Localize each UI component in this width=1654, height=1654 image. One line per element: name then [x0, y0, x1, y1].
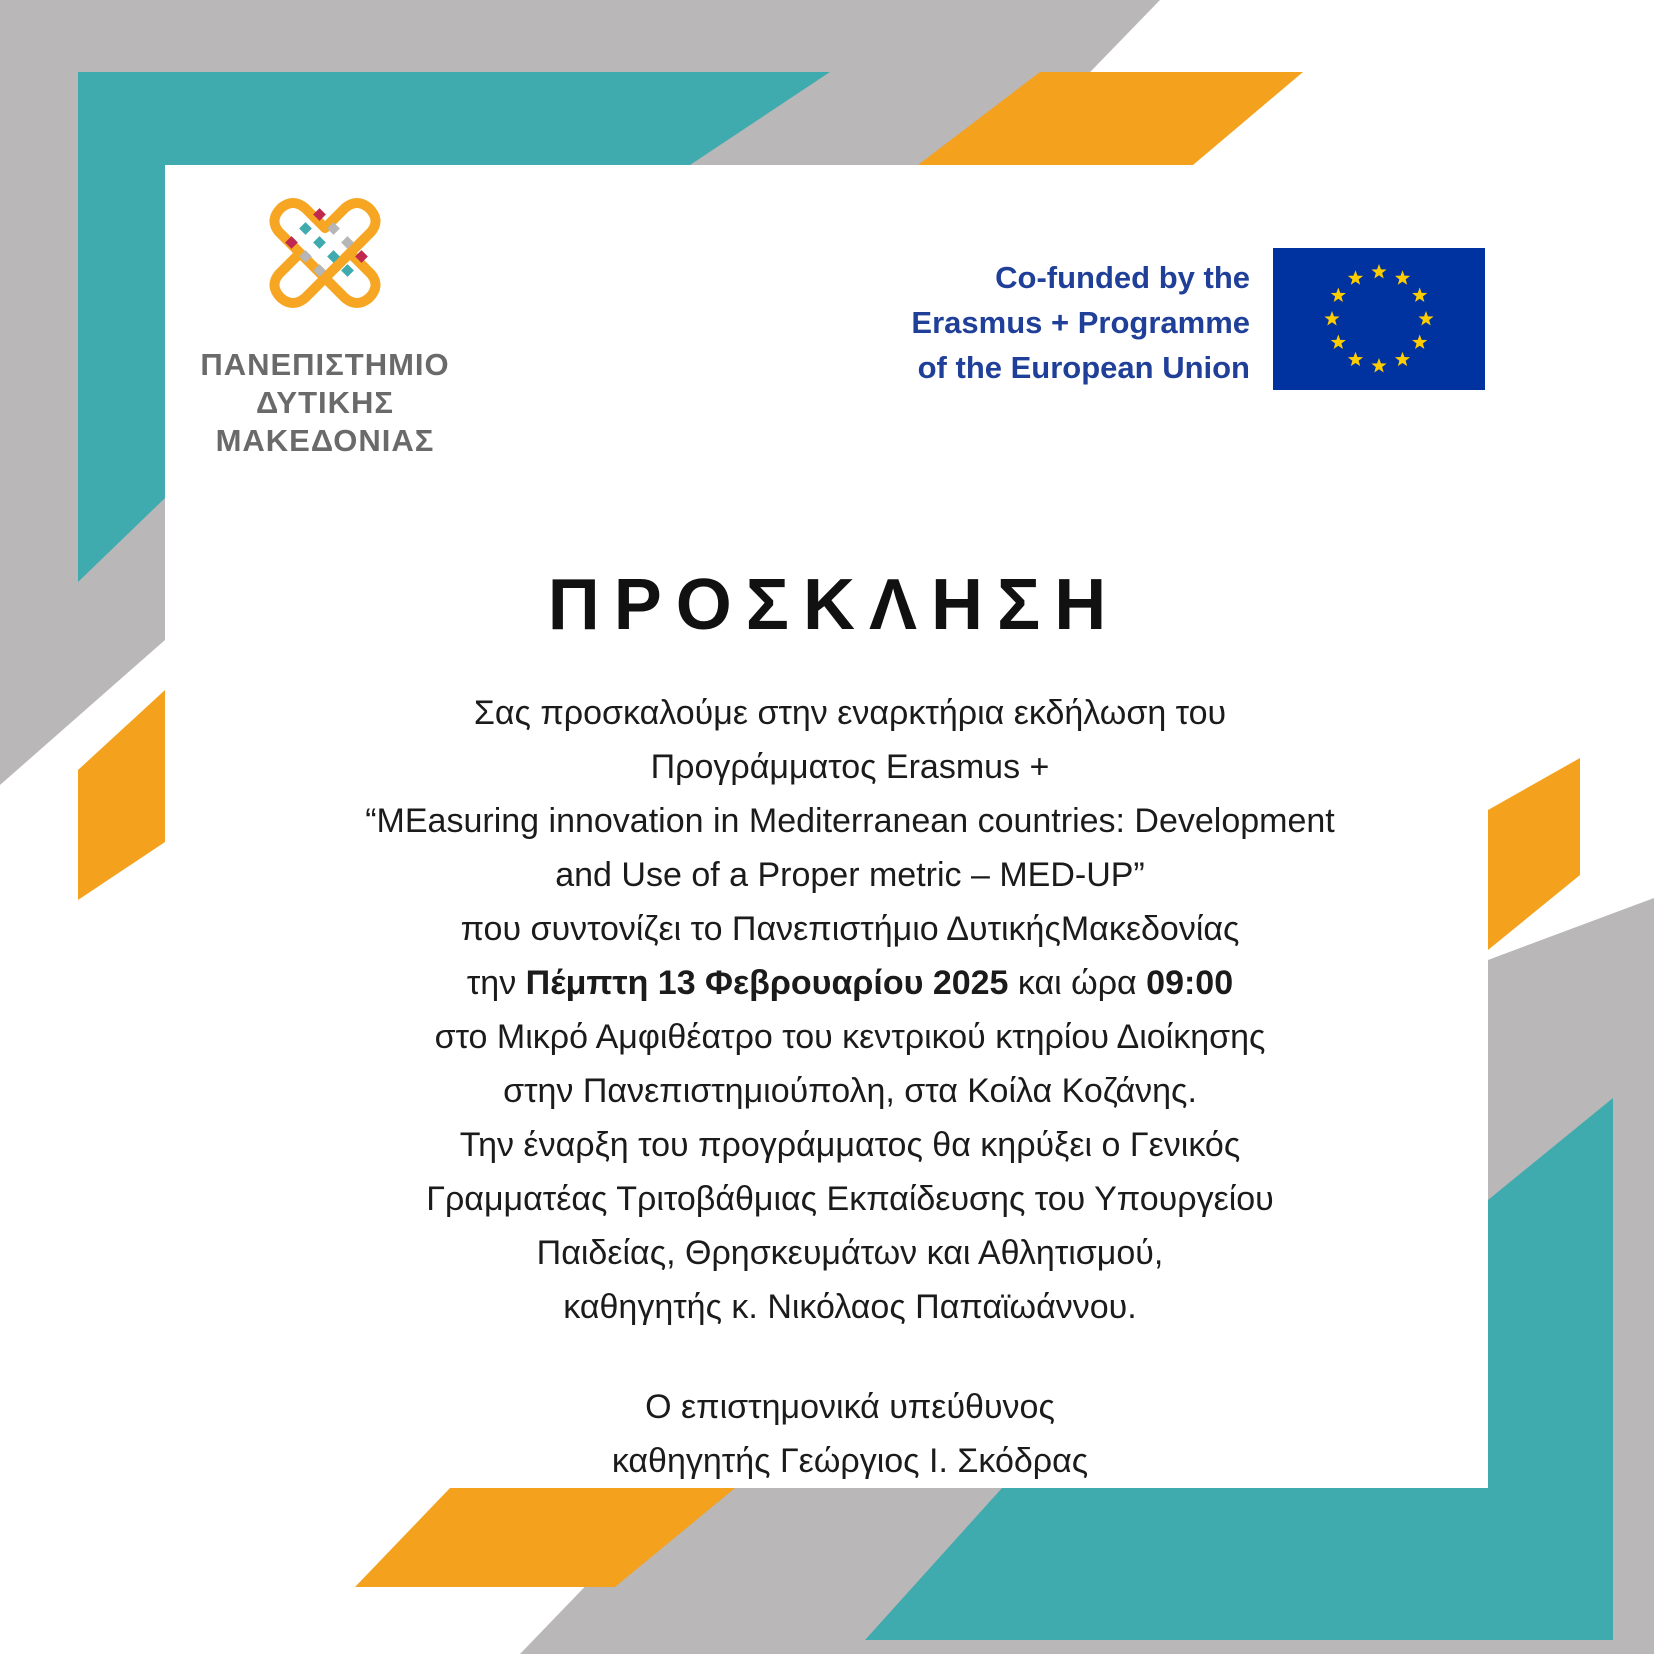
event-datetime-line: [250, 956, 1450, 1010]
body-line: Σας προσκαλούμε στην εναρκτήρια εκδήλωση του: [473, 694, 1227, 732]
body-line: που συντονίζει το Πανεπιστήμιο ΔυτικήςΜακεδονίας: [460, 910, 1240, 948]
invitation-body: [250, 686, 1450, 1334]
orange-stripe-right: [1488, 758, 1580, 950]
body-line: Παιδείας, Θρησκευμάτων και Αθλητισμού,: [536, 1234, 1164, 1272]
eu-flag-icon: [1273, 248, 1485, 390]
datetime-mid: και ώρα: [1008, 964, 1147, 1002]
university-name-line: ΔΥΤΙΚΗΣ: [255, 385, 395, 420]
university-knot-logo-icon: [265, 196, 385, 316]
body-line: Προγράμματος Erasmus +: [650, 748, 1050, 786]
signature-block: [250, 1380, 1450, 1488]
body-line: and Use of a Proper metric – MED-UP”: [555, 856, 1145, 894]
university-name: [170, 346, 480, 460]
body-line: Την έναρξη του προγράμματος θα κηρύξει ο Γενικός: [459, 1126, 1241, 1164]
datetime-prefix: την: [466, 964, 526, 1002]
university-name-line: ΠΑΝΕΠΙΣΤΗΜΙΟ: [200, 347, 450, 382]
cofunded-line: of the European Union: [917, 350, 1250, 385]
invitation-title: ΠΡΟΣΚΛΗΣΗ: [547, 565, 1121, 645]
body-line: στο Μικρό Αμφιθέατρο του κεντρικού κτηρίου Διοίκησης: [434, 1018, 1266, 1056]
event-date: Πέμπτη 13 Φεβρουαρίου 2025: [525, 964, 1009, 1002]
cofunded-line: Erasmus + Programme: [911, 305, 1250, 340]
event-time: 09:00: [1146, 964, 1234, 1002]
body-line: καθηγητής κ. Νικόλαος Παπαϊωάννου.: [563, 1288, 1137, 1326]
university-name-line: ΜΑΚΕΔΟΝΙΑΣ: [215, 423, 435, 458]
body-line: στην Πανεπιστημιούπολη, στα Κοίλα Κοζάνης.: [503, 1072, 1197, 1110]
orange-stripe-left: [78, 690, 165, 900]
signature-role: Ο επιστημονικά υπεύθυνος: [645, 1388, 1055, 1426]
cofunded-line: Co-funded by the: [995, 260, 1250, 295]
cofunded-statement: [820, 255, 1250, 390]
body-line: “MEasuring innovation in Mediterranean countries: Development: [365, 802, 1335, 840]
body-line: Γραμματέας Τριτοβάθμιας Εκπαίδευσης του Υπουργείου: [426, 1180, 1274, 1218]
signature-name: καθηγητής Γεώργιος Ι. Σκόδρας: [611, 1442, 1089, 1480]
